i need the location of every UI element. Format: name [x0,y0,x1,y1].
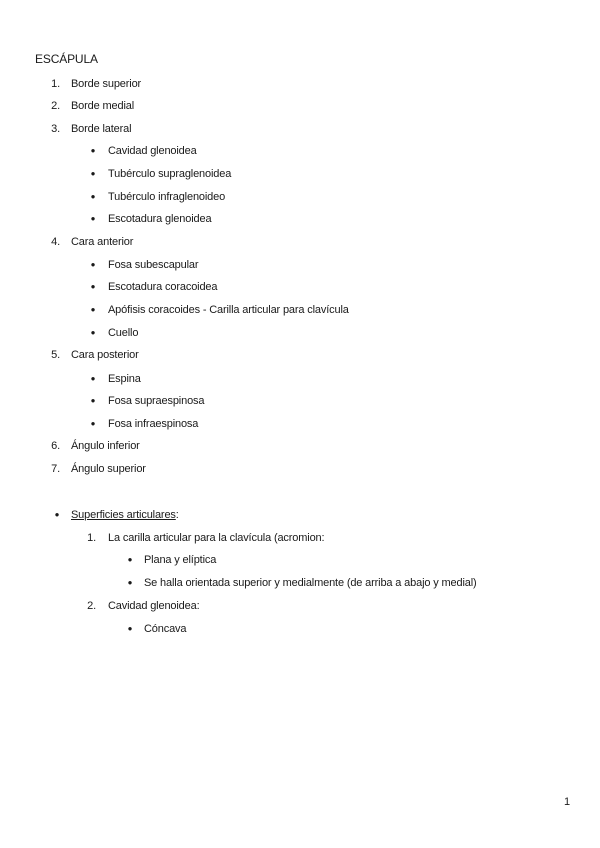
list-item-label: Ángulo superior [71,463,146,475]
sublist-item-label: Apófisis coracoides - Carilla articular para clavícula [108,304,349,316]
list-number: 5. [51,349,60,361]
list-number: 4. [51,236,60,248]
bullet-icon: ● [54,510,60,519]
sublist-item-label: Cavidad glenoidea [108,145,197,157]
bullet-icon: ● [90,260,96,269]
sublist-item-label: Cuello [108,327,139,339]
list-item-label: Cara posterior [71,349,139,361]
sublist-item-label: Escotadura glenoidea [108,213,212,225]
bullet-icon: ● [90,328,96,337]
sublist-item-label: Plana y elíptica [144,554,217,566]
sublist-item-label: Cóncava [144,623,187,635]
list-item-label: Borde medial [71,100,135,112]
page-title: ESCÁPULA [35,52,98,66]
list-number: 2. [87,600,96,612]
bullet-icon: ● [127,624,133,633]
bullet-icon: ● [90,396,96,405]
list-item-label: Cara anterior [71,236,134,248]
list-item-label: Ángulo inferior [71,440,140,452]
list-item-label: La carilla articular para la clavícula (acromion: [108,532,325,544]
bullet-icon: ● [90,305,96,314]
list-item-label: Borde superior [71,78,142,90]
list-number: 1. [51,78,60,90]
sublist-item-label: Escotadura coracoidea [108,281,218,293]
bullet-icon: ● [90,146,96,155]
list-item-label: Cavidad glenoidea: [108,600,200,612]
sublist-item-label: Fosa supraespinosa [108,395,205,407]
list-number: 6. [51,440,60,452]
list-number: 3. [51,123,60,135]
sublist-item-label: Fosa subescapular [108,259,199,271]
page-number: 1 [564,796,570,808]
bullet-icon: ● [127,578,133,587]
bullet-icon: ● [90,374,96,383]
section-heading-label: Superficies articulares [71,509,176,521]
list-number: 7. [51,463,60,475]
list-number: 1. [87,532,96,544]
bullet-icon: ● [90,169,96,178]
bullet-icon: ● [90,419,96,428]
bullet-icon: ● [127,555,133,564]
sublist-item-label: Tubérculo infraglenoideo [108,191,226,203]
sublist-item-label: Espina [108,373,141,385]
sublist-item-label: Fosa infraespinosa [108,418,199,430]
sublist-item-label: Se halla orientada superior y medialmente (de arriba a abajo y medial) [144,577,477,589]
sublist-item-label: Tubérculo supraglenoidea [108,168,232,180]
section-heading-colon: : [175,509,179,521]
bullet-icon: ● [90,282,96,291]
list-number: 2. [51,100,60,112]
bullet-icon: ● [90,214,96,223]
list-item-label: Borde lateral [71,123,132,135]
bullet-icon: ● [90,192,96,201]
